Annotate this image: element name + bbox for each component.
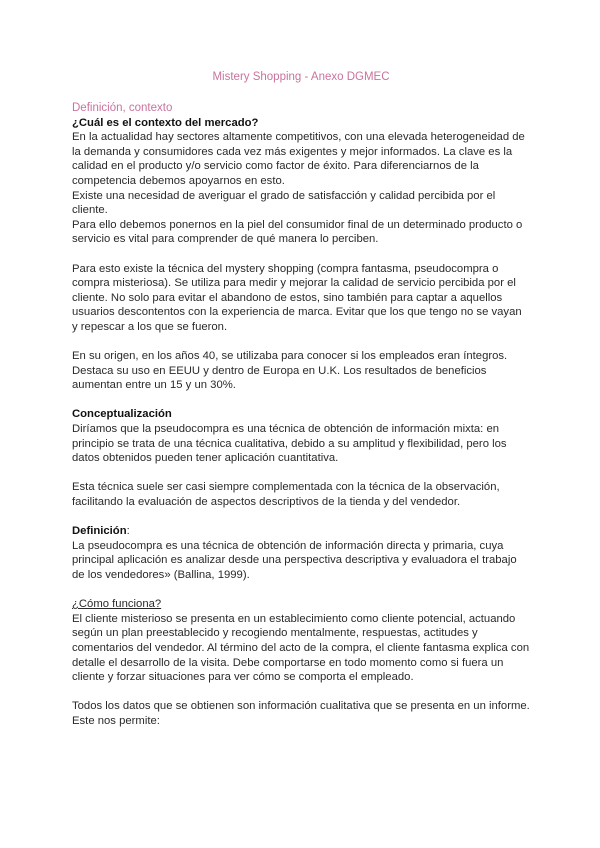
paragraph-context-5: En su origen, en los años 40, se utilizaba para conocer si los empleados eran íntegros. Destaca su uso en EEUU y dentro de Europa en U.K. Los resultados de beneficios aumentan entre un 15 y un 30%. [72,350,508,392]
paragraph-context-2: Existe una necesidad de averiguar el grado de satisfacción y calidad percibida por el cliente. [72,189,496,217]
section-heading-como-funciona: ¿Cómo funciona? [72,598,162,611]
context-question: ¿Cuál es el contexto del mercado? [72,116,259,129]
paragraph-funciona-2: Todos los datos que se obtienen son información cualitativa que se presenta en un informe. Este nos permite: [72,700,530,727]
section-heading-definicion: Definición [72,525,127,538]
paragraph-definition-1: La pseudocompra es una técnica de obtención de información directa y primaria, cuya principal aplicación es analizar desde una perspectiva descriptiva y evaluadora el trabajo de los vendedores» (Ballina, 1999). [72,539,517,581]
paragraph-funciona-1: El cliente misterioso se presenta en un establecimiento como cliente potencial, actuando según un plan preestablecido y recogiendo mentalmente, respuestas, actitudes y comentarios del vendedor. Al término del acto de la compra, el cliente fantasma explica con detalle el desarrollo de la visita. Debe comportarse en todo momento como si fuera un cliente y forzar situaciones para ver cómo se comporta el empleado. [72,612,530,684]
paragraph-context-3: Para ello debemos ponernos en la piel del consumidor final de un determinado producto o servicio es vital para comprender de qué manera lo perciben. [72,218,523,246]
definition-colon: : [126,525,130,538]
section-heading-conceptualizacion: Conceptualización [72,408,172,421]
section-heading-definicion-contexto: Definición, contexto [72,102,173,114]
paragraph-concept-2: Esta técnica suele ser casi siempre complementada con la técnica de la observación, facilitando la evaluación de aspectos descriptivos de la tienda y del vendedor. [72,481,500,509]
document-title: Mistery Shopping - Anexo DGMEC [212,71,390,83]
paragraph-context-1: En la actualidad hay sectores altamente competitivos, con una elevada heterogeneidad de la demanda y consumidores cada vez más exigentes y mejor informados. La clave es la calidad en el producto y/o servicio como factor de éxito. Para diferenciarnos de la competencia debemos apoyarnos en esto. [72,131,525,187]
paragraph-concept-1: Diríamos que la pseudocompra es una técnica de obtención de información mixta: en principio se trata de una técnica cualitativa, debido a su amplitud y flexibilidad, pero los datos obtenidos pueden tener aplicación cuantitativa. [72,423,507,465]
paragraph-context-4: Para esto existe la técnica del mystery shopping (compra fantasma, pseudocompra o compra misteriosa). Se utiliza para medir y mejorar la calidad de servicio percibida por el cliente. No solo para evitar el abandono de estos, sino también para captar a aquellos usuarios descontentos con la experiencia de marca. Evitar que los que tengo no se vayan y repescar a los que se fueron. [72,262,522,333]
definition-heading-line [72,524,530,539]
